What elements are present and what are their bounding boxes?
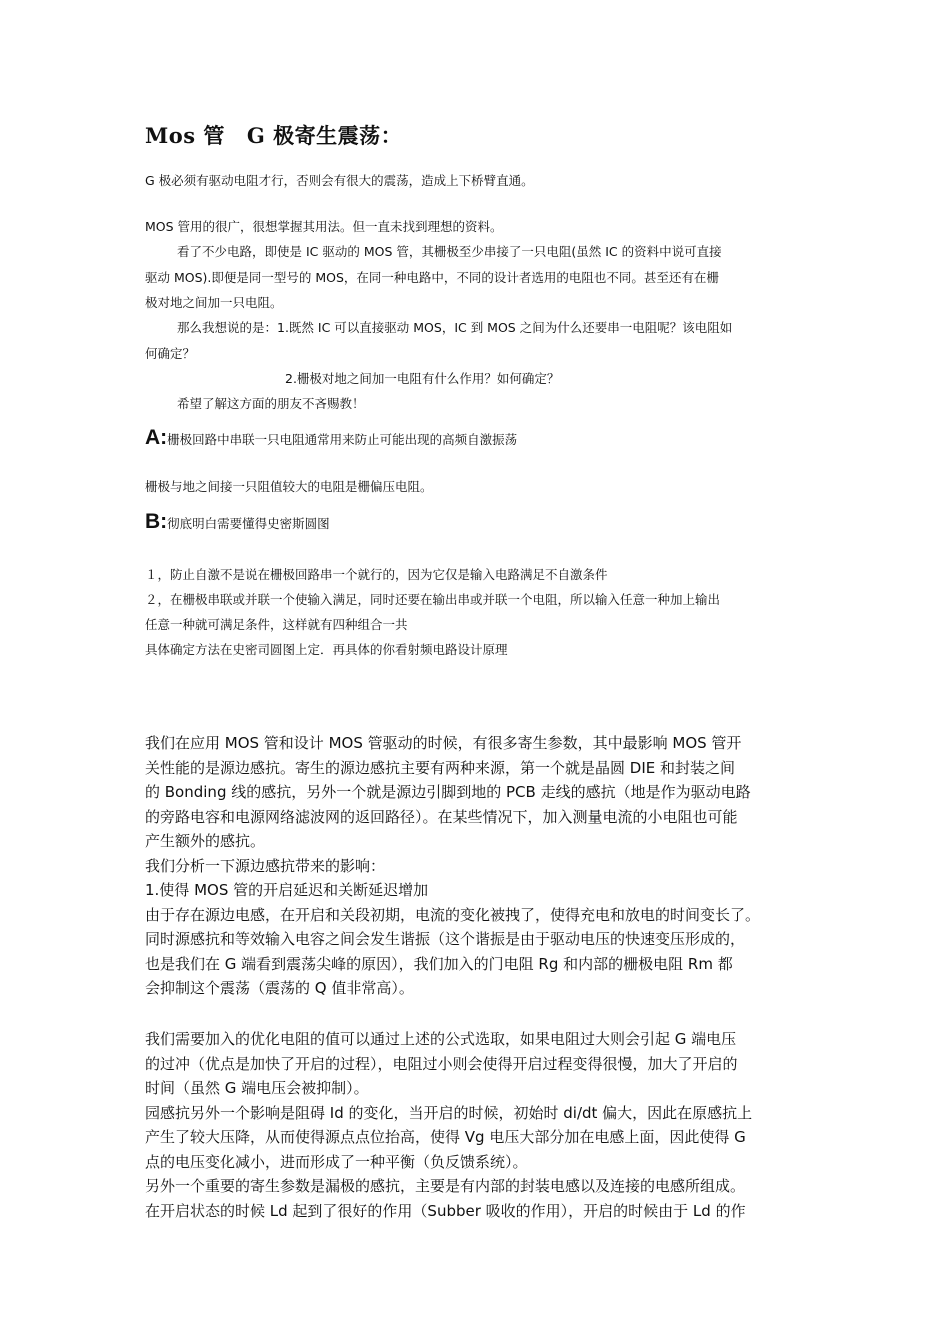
answer-b-line-1: １，防止自激不是说在栅极回路串一个就行的，因为它仅是输入电路满足不自激条件 [145, 567, 608, 582]
article-line: 的 Bonding 线的感抗，另外一个就是源边引脚到地的 PCB 走线的感抗（地是作为驱动电路 [145, 783, 751, 801]
article-line: 时间（虽然 G 端电压会被抑制）。 [145, 1079, 369, 1097]
answer-a-label: A: [145, 426, 168, 449]
question-line-5: 那么我想说的是：1.既然 IC 可以直接驱动 MOS，IC 到 MOS 之间为什么还要串一电阻呢？该电阻如 [177, 320, 733, 335]
title-part-2: G 极寄生震荡： [246, 123, 403, 148]
article-line: 的过冲（优点是加快了开启的过程），电阻过小则会使得开启过程变得很慢，加大了开启的 [145, 1054, 738, 1073]
article-line: 也是我们在 G 端看到震荡尖峰的原因），我们加入的门电阻 Rg 和内部的栅极电阻 Rm 都 [145, 954, 733, 973]
article-paragraph-2 [145, 1027, 810, 1223]
question-line-7: 2.栅极对地之间加一电阻有什么作用？如何确定？ [285, 371, 560, 386]
article-line: 点的电压变化减小，进而形成了一种平衡（负反馈系统）。 [145, 1152, 528, 1171]
article-line: 会抑制这个震荡（震荡的 Q 值非常高）。 [145, 979, 414, 997]
article-line: 的旁路电容和电源网络滤波网的返回路径）。在某些情况下，加入测量电流的小电阻也可能 [145, 807, 738, 826]
article-line: 产生额外的感抗。 [145, 832, 266, 850]
question-line-2: 看了不少电路，即使是 IC 驱动的 MOS 管，其栅极至少串接了一只电阻(虽然 IC 的资料中说可直接 [177, 244, 722, 259]
article-line: 园感抗另外一个影响是阻碍 Id 的变化，当开启的时候，初始时 di/dt 偏大，因此在原感抗上 [145, 1103, 753, 1122]
intro-note: G 极必须有驱动电阻才行，否则会有很大的震荡，造成上下桥臂直通。 [145, 173, 534, 188]
article-line: 我们在应用 MOS 管和设计 MOS 管驱动的时候，有很多寄生参数，其中最影响 MOS 管开 [145, 734, 742, 752]
article-line: 同时源感抗和等效输入电容之间会发生谐振（这个谐振是由于驱动电压的快速变压形成的， [145, 930, 746, 948]
answer-b-line-4: 具体确定方法在史密司圆图上定．再具体的你看射频电路设计原理 [145, 642, 508, 657]
article-line: 由于存在源边电感，在开启和关段初期，电流的变化被拽了，使得充电和放电的时间变长了。 [145, 905, 761, 924]
article-line: 产生了较大压降，从而使得源点点位抬高，使得 Vg 电压大部分加在电感上面，因此使得 G [145, 1128, 746, 1146]
answer-a-text: 栅极回路中串联一只电阻通常用来防止可能出现的高频自激振荡 [167, 432, 518, 447]
article-paragraph-1 [145, 731, 810, 1001]
answer-a [145, 426, 517, 450]
question-line-3: 驱动 MOS).即便是同一型号的 MOS，在同一种电路中，不同的设计者选用的电阻也不同。甚至还有在栅 [145, 270, 719, 285]
question-line-8: 希望了解这方面的朋友不吝赐教！ [177, 396, 365, 411]
article-line: 我们需要加入的优化电阻的值可以通过上述的公式选取，如果电阻过大则会引起 G 端电压 [145, 1030, 737, 1048]
answer-b [145, 510, 330, 534]
title-part-1: Mos 管 [145, 123, 225, 148]
article-line: 我们分析一下源边感抗带来的影响： [145, 856, 386, 875]
question-line-6: 何确定？ [145, 346, 196, 361]
article-line: 另外一个重要的寄生参数是漏极的感抗，主要是有内部的封装电感以及连接的电感所组成。 [145, 1177, 746, 1195]
page-title [145, 120, 402, 150]
answer-b-line-3: 任意一种就可满足条件，这样就有四种组合一共 [145, 617, 408, 632]
answer-b-text: 彻底明白需要懂得史密斯圆图 [167, 516, 330, 531]
article-line: 关性能的是源边感抗。寄生的源边感抗主要有两种来源，第一个就是晶圆 DIE 和封装之间 [145, 758, 735, 777]
question-line-4: 极对地之间加一只电阻。 [145, 295, 283, 310]
answer-b-label: B: [145, 510, 168, 533]
answer-a-extra: 栅极与地之间接一只阻值较大的电阻是栅偏压电阻。 [145, 479, 433, 494]
article-line: 在开启状态的时候 Ld 起到了很好的作用（Subber 吸收的作用），开启的时候由于 Ld 的作 [145, 1201, 746, 1220]
answer-b-line-2: ２，在栅极串联或并联一个使输入满足，同时还要在输出串或并联一个电阻，所以输入任意一种加上输出 [145, 592, 721, 607]
question-line-1: MOS 管用的很广，很想掌握其用法。但一直未找到理想的资料。 [145, 219, 503, 234]
article-line: 1.使得 MOS 管的开启延迟和关断延迟增加 [145, 881, 429, 899]
